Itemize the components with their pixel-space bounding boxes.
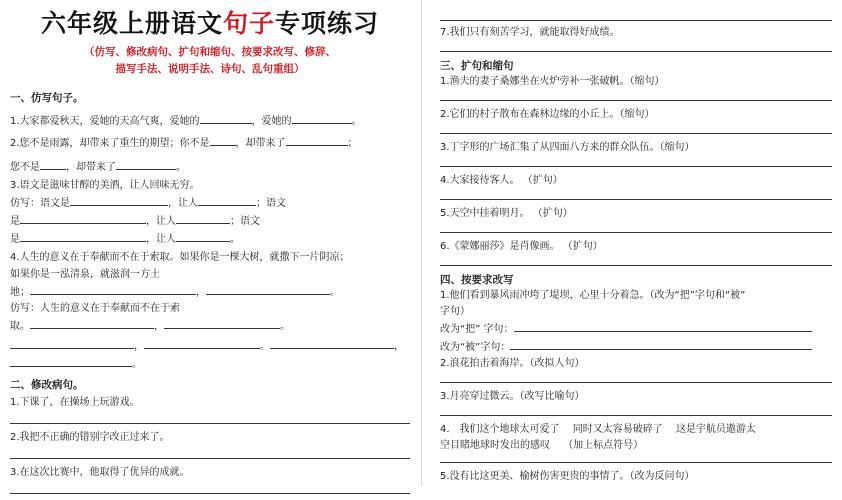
answer-blank[interactable] — [198, 194, 256, 206]
question-text: 5.天空中挂着明月。 （扩句） — [440, 208, 573, 219]
question-text: 4.大家接待客人。 （扩句） — [440, 175, 563, 186]
answer-blank[interactable] — [510, 338, 812, 350]
question-text: 改为“把” 字句： — [440, 324, 514, 335]
left-column — [10, 0, 410, 500]
question-text: 仿写：语文是 — [10, 198, 70, 209]
question-text: 1.渔夫的妻子桑娜坐在火炉旁补一张破帆。（缩句） — [440, 76, 665, 87]
question-text: 字句） — [440, 306, 470, 317]
question-text: 7.我们只有刻苦学习，就能取得好成绩。 — [440, 27, 620, 38]
question-text: 1.他们看到暴风雨冲垮了堤坝，心里十分着急。（改为“把”字句和“被” — [440, 290, 746, 301]
question-text: ， — [154, 321, 164, 332]
section-heading-rewrite: 四、按要求改写 — [440, 274, 514, 286]
question-text: 如果你是一泓清泉，就滋润一方土 — [10, 269, 160, 280]
answer-line[interactable] — [440, 232, 832, 233]
question-text: 1.大家都爱秋天，爱她的天高气爽，爱她的 — [10, 116, 200, 127]
answer-blank[interactable] — [176, 212, 230, 224]
question-line — [10, 337, 410, 355]
section-heading-imitate: 一、仿写句子。 — [10, 92, 84, 104]
answer-blank[interactable] — [292, 112, 352, 124]
question-text: ，让人 — [146, 234, 176, 245]
question-text: 地； — [10, 287, 30, 298]
answer-blank[interactable] — [20, 212, 146, 224]
question-text: 。 — [351, 116, 362, 127]
answer-blank[interactable] — [286, 134, 348, 146]
answer-blank[interactable] — [164, 317, 280, 329]
question-text: 6.《蒙娜丽莎》是肖像画。 （扩句） — [440, 241, 603, 252]
question-text: 1.下课了，在操场上玩游戏。 — [10, 397, 140, 408]
answer-line[interactable] — [10, 458, 410, 459]
question-text: ，却带来了 — [235, 138, 286, 149]
answer-line[interactable] — [10, 493, 410, 494]
answer-line[interactable] — [440, 382, 832, 383]
question-text: 5.没有比这更美、榆树伤害更贵的事情了。（改为反问句） — [440, 471, 695, 482]
right-column — [440, 0, 832, 485]
question-line — [10, 158, 410, 176]
question-text: ；语文 — [230, 216, 260, 227]
question-text: 空目睹地球时发出的感叹 （加上标点符号） — [440, 440, 644, 451]
question-text: 2.我把不正确的错别字改正过来了。 — [10, 432, 170, 443]
question-text: ，爱她的 — [251, 116, 292, 127]
question-text: 。 — [132, 359, 142, 370]
question-text: ，让人 — [146, 216, 176, 227]
question-text: 是 — [10, 216, 20, 227]
question-text: 2.您不是雨露，却带来了重生的期望；你不是 — [10, 138, 210, 149]
question-text: 改为“被”字句： — [440, 342, 511, 353]
answer-blank[interactable] — [514, 320, 812, 332]
answer-blank[interactable] — [210, 134, 236, 146]
answer-line[interactable] — [440, 199, 832, 200]
answer-blank[interactable] — [30, 317, 154, 329]
question-line — [10, 230, 410, 248]
answer-blank[interactable] — [30, 283, 196, 295]
answer-line[interactable] — [440, 51, 832, 52]
title-part-1: 六年级上册语文 — [40, 9, 223, 38]
question-text: 。 — [260, 341, 270, 352]
question-text: ， — [394, 341, 404, 352]
answer-line[interactable] — [440, 415, 832, 416]
question-text: 3.丁字形的广场汇集了从四面八方来的群众队伍。（缩句） — [440, 142, 695, 153]
question-text: ，却带来了 — [66, 162, 116, 173]
answer-blank[interactable] — [116, 158, 176, 170]
question-text: 。 — [176, 162, 186, 173]
title-part-2: 专项练习 — [275, 9, 380, 38]
answer-blank[interactable] — [10, 355, 132, 367]
answer-blank[interactable] — [176, 230, 230, 242]
question-text: 2.它们的村子散布在森林边缘的小丘上。（缩句） — [440, 109, 655, 120]
question-line — [10, 212, 410, 230]
question-text: ，让人 — [168, 198, 198, 209]
question-line — [10, 194, 410, 212]
answer-blank[interactable] — [206, 283, 330, 295]
question-text: 仿写：人生的意义在于奉献而不在于索 — [10, 303, 180, 314]
question-line — [440, 338, 832, 356]
section-heading-fix-sentences: 二、修改病句。 — [10, 379, 84, 391]
question-text: ， — [134, 341, 144, 352]
answer-line[interactable] — [440, 462, 832, 463]
question-text: 4.人生的意义在于奉献而不在于索取。如果你是一棵大树，就撒下一片阴凉； — [10, 252, 350, 263]
question-text: 。 — [280, 321, 290, 332]
question-text: 。 — [330, 287, 340, 298]
question-text: 您不是 — [10, 162, 40, 173]
question-text: 。 — [230, 234, 240, 245]
question-line — [10, 283, 410, 301]
answer-blank[interactable] — [20, 230, 146, 242]
answer-line[interactable] — [440, 20, 832, 21]
question-text: ；语文 — [256, 198, 286, 209]
page-title — [10, 8, 410, 40]
subtitle — [10, 44, 410, 78]
answer-line[interactable] — [440, 100, 832, 101]
column-divider — [421, 0, 422, 486]
answer-blank[interactable] — [40, 158, 66, 170]
question-text: 是 — [10, 234, 20, 245]
subtitle-line-1: （仿写、修改病句、扩句和缩句、按要求改写、修辞、 — [84, 46, 336, 58]
question-line — [10, 112, 410, 130]
question-text: 3.月亮穿过微云。（改写比喻句） — [440, 391, 585, 402]
answer-blank[interactable] — [200, 112, 252, 124]
answer-line[interactable] — [440, 265, 832, 266]
answer-blank[interactable] — [10, 337, 134, 349]
title-accent: 句子 — [222, 9, 275, 38]
question-text: ； — [347, 138, 358, 149]
answer-blank[interactable] — [70, 194, 168, 206]
question-text: 2.浪花拍击着海岸。（改拟人句） — [440, 358, 585, 369]
section-heading-expand-shrink: 三、扩句和缩句 — [440, 60, 514, 72]
answer-line[interactable] — [10, 423, 410, 424]
answer-line[interactable] — [440, 133, 832, 134]
question-line — [440, 320, 832, 338]
question-line — [10, 355, 410, 373]
answer-blank[interactable] — [144, 337, 260, 349]
question-text: 4. 我们这个地球太可爱了 同时又太容易破碎了 这是宇航员遨游太 — [440, 424, 756, 435]
answer-line[interactable] — [440, 166, 832, 167]
answer-blank[interactable] — [270, 337, 394, 349]
question-text: 取。 — [10, 321, 30, 332]
question-text: 3.在这次比赛中，他取得了优异的成就。 — [10, 467, 190, 478]
question-line — [10, 317, 410, 335]
subtitle-line-2: 描写手法、说明手法、诗句、乱句重组） — [115, 63, 305, 75]
question-text: 3.语文是滋味甘醇的美酒，让人回味无穷。 — [10, 180, 200, 191]
question-text: ， — [196, 287, 206, 298]
question-line — [10, 134, 410, 152]
